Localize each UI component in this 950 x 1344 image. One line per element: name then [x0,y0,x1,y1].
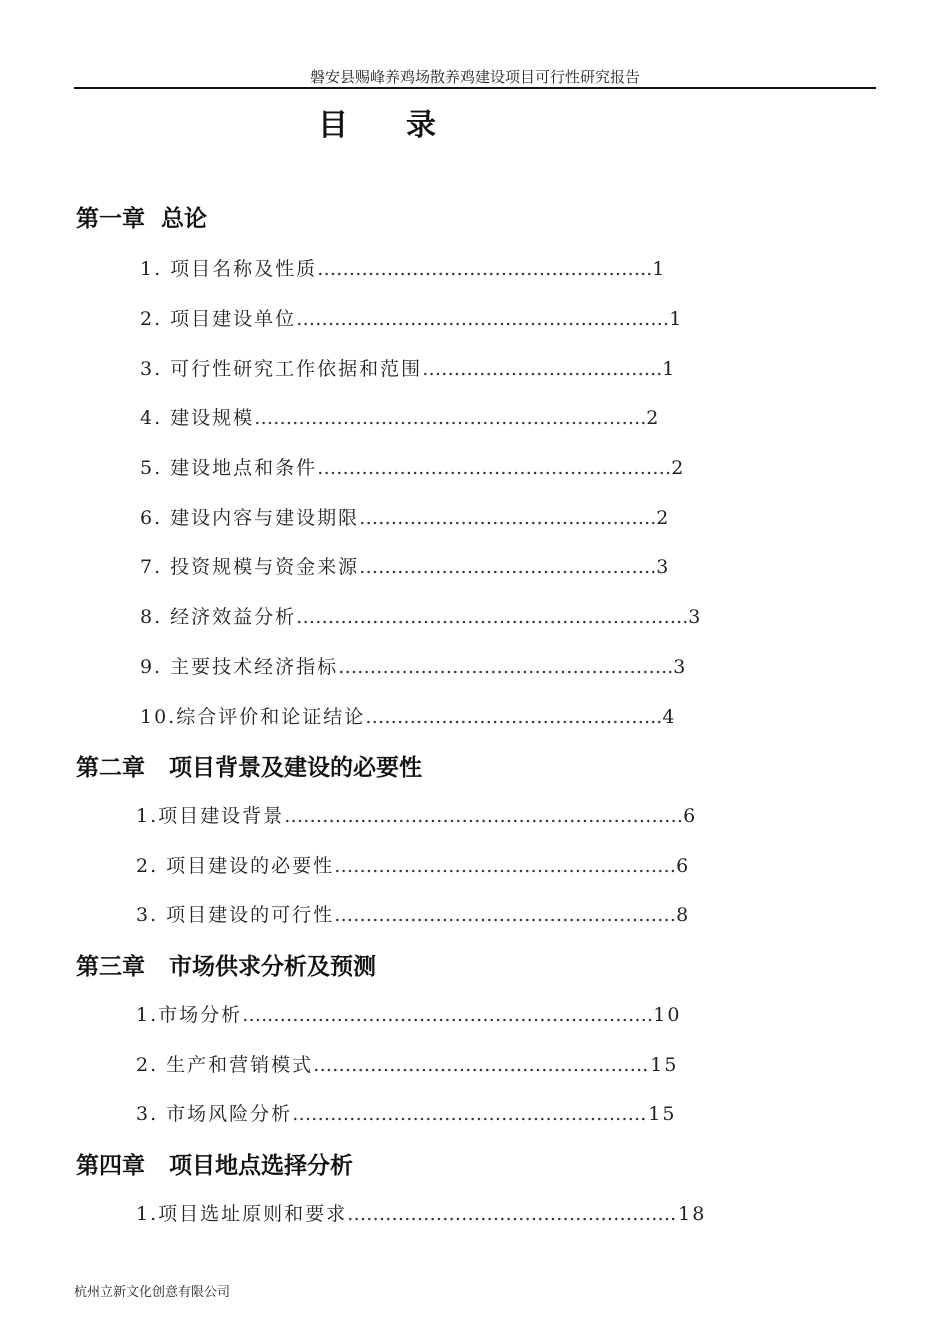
toc-entry[interactable]: 10.综合评价和论证结论………………………………………..4 [140,706,677,728]
toc-entry[interactable]: 7. 投资规模与资金来源………………………………………..3 [140,556,671,578]
chapter-4-heading[interactable]: 第四章 项目地点选择分析 [76,1153,354,1179]
toc-entry[interactable]: 3. 项目建设的可行性………………………………………………8 [136,904,691,926]
toc-entry[interactable]: 5. 建设地点和条件……………..…………………………………2 [140,457,686,479]
toc-entry[interactable]: 3. 可行性研究工作依据和范围………………………………..1 [140,358,677,380]
running-header: 磐安县赐峰养鸡场散养鸡建设项目可行性研究报告 [309,68,640,86]
header-rule [74,87,876,89]
toc-entry[interactable]: 1.项目选址原则和要求…………………………………………….18 [136,1203,707,1225]
footer-company: 杭州立新文化创意有限公司 [74,1285,231,1300]
toc-entry[interactable]: 4. 建设规模……………………………………………………..2 [140,407,661,429]
toc-entry[interactable]: 6. 建设内容与建设期限………………………………………..2 [140,507,671,529]
toc-entry[interactable]: 1. 项目名称及性质……………………………………………..1 [140,258,667,280]
toc-title: 目录 [318,108,494,143]
toc-entry[interactable]: 2. 项目建设的必要性………………………………………………6 [136,855,691,877]
toc-entry[interactable]: 3. 市场风险分析…………………………………………….….15 [136,1103,677,1125]
toc-entry[interactable]: 1.市场分析…..……………………………………………………10 [136,1004,682,1026]
toc-entry[interactable]: 2. 生产和营销模式……………………………………….…….15 [136,1054,679,1076]
toc-entry[interactable]: 2. 项目建设单位……………………………..……………………1 [140,308,684,330]
toc-entry[interactable]: 9. 主要技术经济指标……………………………………………..3 [140,656,688,678]
toc-entry[interactable]: 8. 经济效益分析……………………………………………………..3 [140,606,703,628]
chapter-1-heading[interactable]: 第一章 总论 [76,206,208,232]
chapter-2-heading[interactable]: 第二章 项目背景及建设的必要性 [76,755,423,781]
chapter-3-heading[interactable]: 第三章 市场供求分析及预测 [76,954,377,980]
toc-entry[interactable]: 1.项目建设背景………………………………………………………6 [136,805,698,827]
